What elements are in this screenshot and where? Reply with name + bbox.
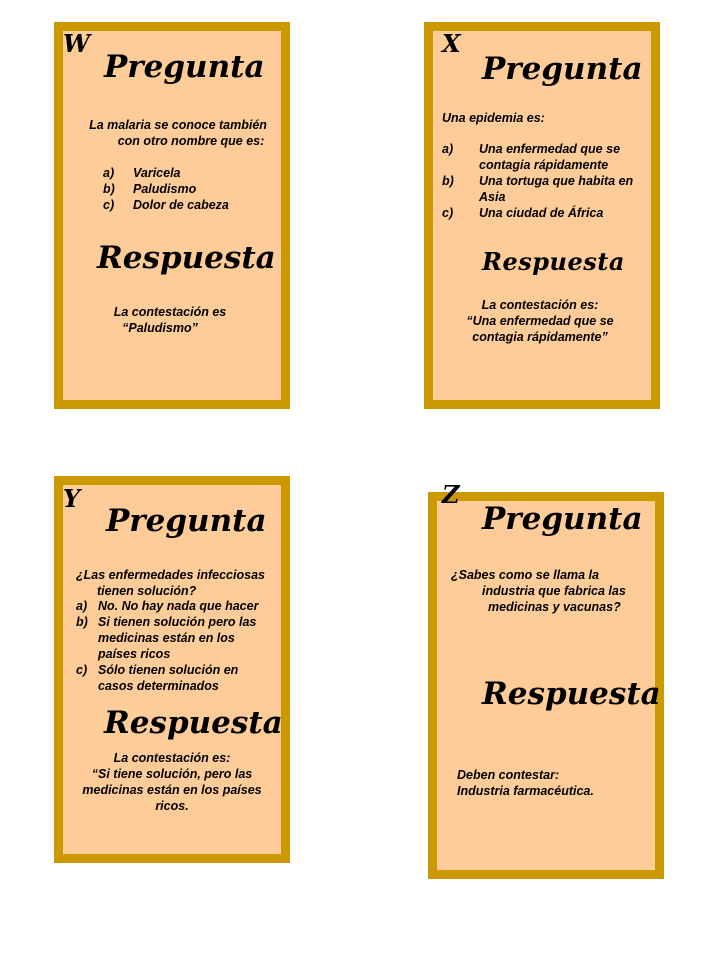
question-line: industria que fabrica las <box>482 584 626 598</box>
card-letter-w: W <box>63 29 90 58</box>
answer-line: ricos. <box>155 799 189 813</box>
answer-line: Industria farmacéutica. <box>457 784 594 798</box>
answer-heading-w: Respuesta <box>97 240 276 276</box>
answer-line: medicinas están en los países <box>82 783 262 797</box>
answer-heading-y: Respuesta <box>104 705 283 741</box>
answer-text-w <box>80 304 260 336</box>
answer-text-x <box>440 297 640 345</box>
question-heading-y: Pregunta <box>106 503 267 539</box>
option-a: a) Una enfermedad que se contagia rápidamente <box>442 142 621 172</box>
answer-line: “Paludismo” <box>122 321 198 335</box>
question-heading-x: Pregunta <box>482 51 643 87</box>
question-line: ¿Sabes como se llama la <box>451 568 599 582</box>
question-line: medicinas y vacunas? <box>488 600 621 614</box>
answer-heading-z: Respuesta <box>482 676 661 712</box>
answer-line: Deben contestar: <box>457 768 560 782</box>
answer-text-z <box>457 767 647 799</box>
card-letter-y: Y <box>63 484 81 513</box>
question-text-y <box>76 567 286 599</box>
option-a: a) Varicela <box>103 166 181 180</box>
question-line: tienen solución? <box>97 584 197 598</box>
answer-line: “Si tiene solución, pero las <box>91 767 253 781</box>
question-line: La malaria se conoce también <box>89 118 267 132</box>
answer-line: La contestación es: <box>113 751 231 765</box>
card-letter-x: X <box>442 29 461 58</box>
options-x <box>442 141 652 221</box>
question-text-z <box>451 567 651 615</box>
option-b: b) Si tienen solución pero las medicinas están en los países ricos <box>76 615 257 661</box>
option-b: b) Paludismo <box>103 182 197 196</box>
answer-line: contagia rápidamente” <box>472 330 608 344</box>
answer-heading-x: Respuesta <box>482 247 625 276</box>
options-w <box>103 165 273 213</box>
question-line: con otro nombre que es: <box>117 134 265 148</box>
option-c: c) Dolor de cabeza <box>103 198 229 212</box>
question-text-w <box>66 117 290 149</box>
answer-text-y <box>70 750 274 814</box>
answer-line: La contestación es <box>113 305 227 319</box>
option-c: c) Sólo tienen solución en casos determinados <box>76 663 239 693</box>
card-letter-z: Z <box>442 480 460 509</box>
answer-line: “Una enfermedad que se <box>466 314 614 328</box>
options-y <box>76 598 286 694</box>
question-heading-z: Pregunta <box>482 501 643 537</box>
option-a: a) No. No hay nada que hacer <box>76 599 259 613</box>
answer-line: La contestación es: <box>481 298 599 312</box>
question-heading-w: Pregunta <box>104 49 265 85</box>
question-line: ¿Las enfermedades infecciosas <box>76 568 265 582</box>
option-b: b) Una tortuga que habita en Asia <box>442 174 634 204</box>
question-intro-x: Una epidemia es: <box>442 111 545 125</box>
option-c: c) Una ciudad de África <box>442 206 604 220</box>
